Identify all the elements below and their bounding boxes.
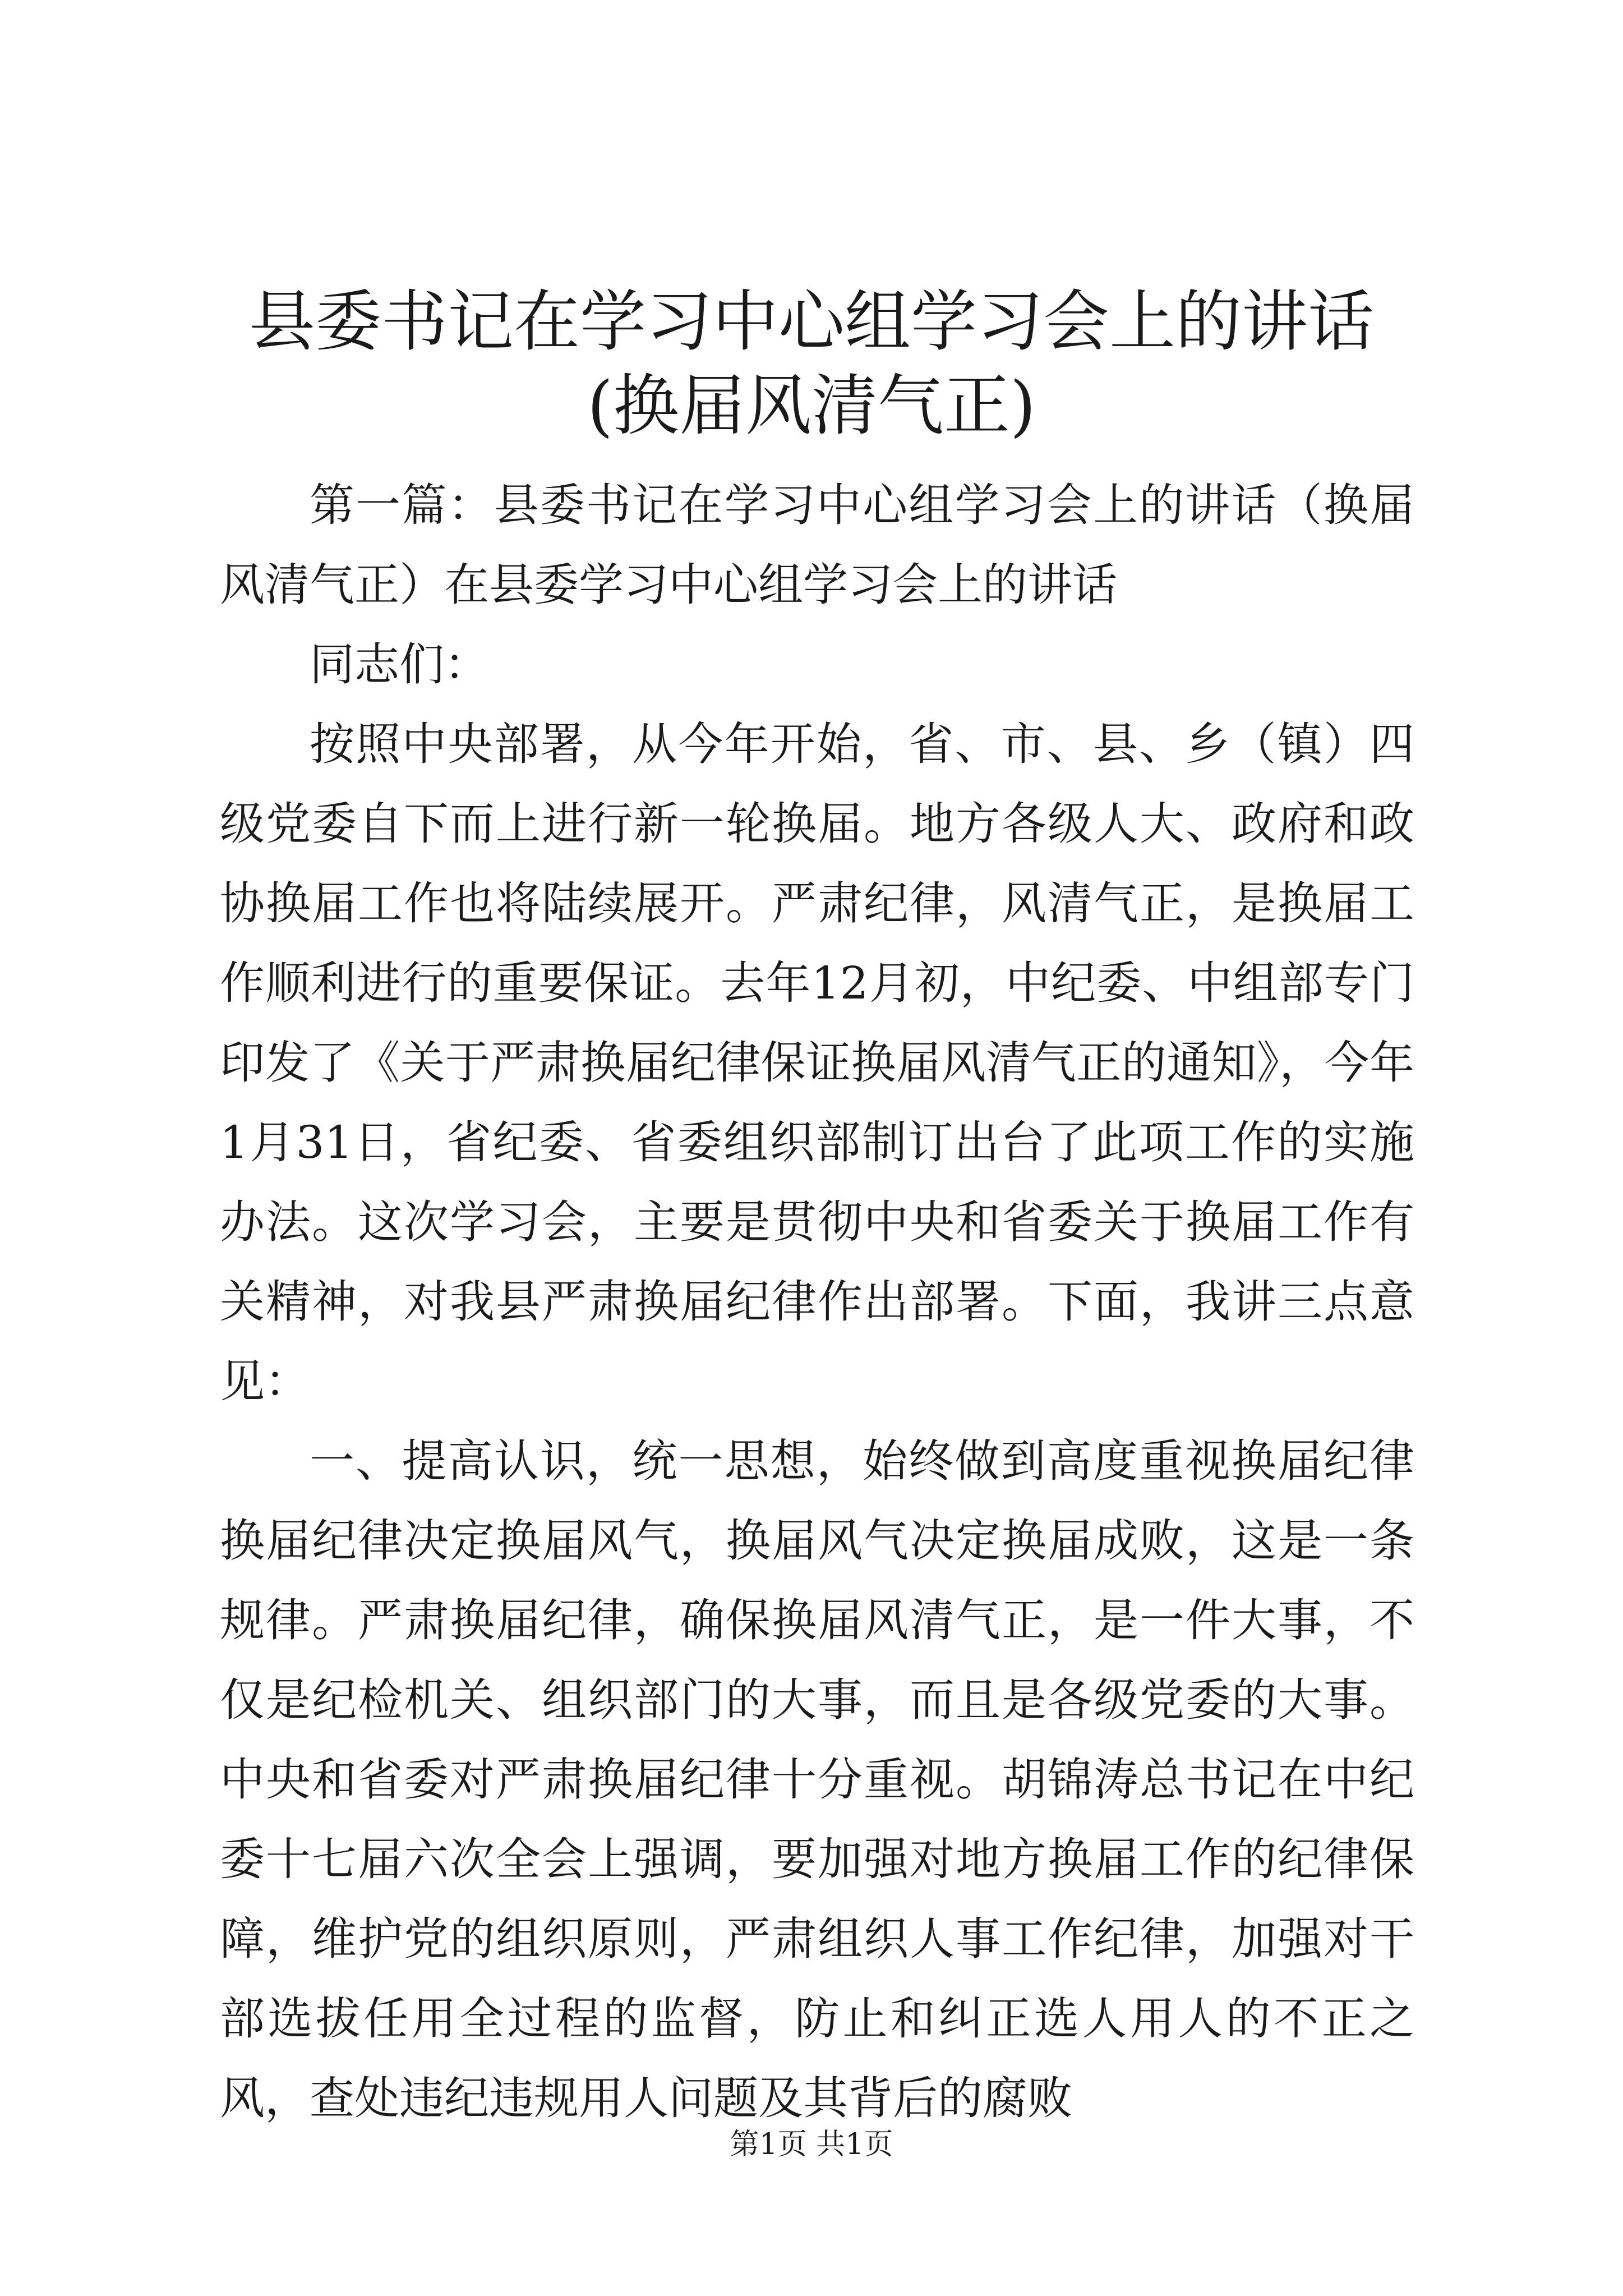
page-footer: 第1页 共1页 <box>730 2128 893 2161</box>
document-body <box>220 466 1414 2138</box>
document-title: 县委书记在学习中心组学习会上的讲话(换届风清气正) <box>248 283 1374 444</box>
paragraph-intro: 按照中央部署，从今年开始，省、市、县、乡（镇）四级党委自下而上进行新一轮换届。地方各级人大、政府和政协换届工作也将陆续展开。严肃纪律，风清气正，是换届工作顺利进行的重要保证。去年12月初，中纪委、中组部专门印发了《关于严肃换届纪律保证换届风清气正的通知》，今年1月31日，省纪委、省委组织部制订出台了此项工作的实施办法。这次学习会，主要是贯彻中央和省委关于换届工作有关精神，对我县严肃换届纪律作出部署。下面，我讲三点意见： <box>220 718 1414 1407</box>
paragraph-salutation: 同志们： <box>310 638 489 691</box>
paragraph-section-one: 一、提高认识，统一思想，始终做到高度重视换届纪律换届纪律决定换届风气，换届风气决定换届成败，这是一条规律。严肃换届纪律，确保换届风清气正，是一件大事，不仅是纪检机关、组织部门的大事，而且是各级党委的大事。中央和省委对严肃换届纪律十分重视。胡锦涛总书记在中纪委十七届六次全会上强调，要加强对地方换届工作的纪律保障，维护党的组织原则，严肃组织人事工作纪律，加强对干部选拔任用全过程的监督，防止和纠正选人用人的不正之风，查处违纪违规用人问题及其背后的腐败 <box>220 1435 1414 2124</box>
paragraph-heading: 第一篇：县委书记在学习中心组学习会上的讲话（换届风清气正）在县委学习中心组学习会上的讲话 <box>220 479 1414 611</box>
